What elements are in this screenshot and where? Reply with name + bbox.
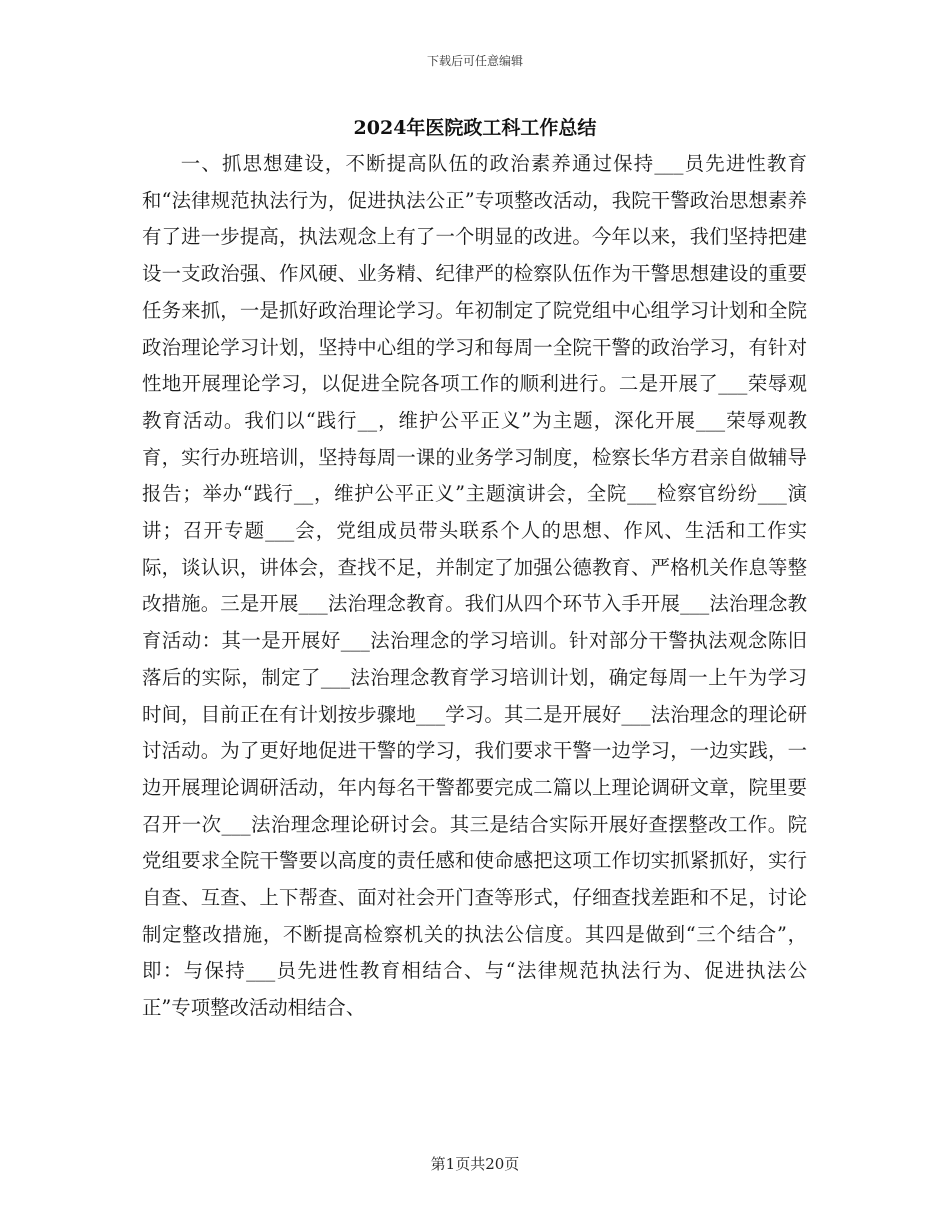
header-note: 下载后可任意编辑: [426, 54, 523, 68]
document-body: [142, 146, 807, 1027]
page-number: 第1页共20页: [430, 1155, 520, 1173]
body-paragraph: 一、抓思想建设，不断提高队伍的政治素养通过保持___员先进性教育和“法律规范执法行为，促进执法公正”专项整改活动，我院干警政治思想素养有了进一步提高，执法观念上有了一个明显的改进。今年以来，我们坚持把建设一支政治强、作风硬、业务精、纪律严的检察队伍作为干警思想建设的重要任务来抓，一是抓好政治理论学习。年初制定了院党组中心组学习计划和全院政治理论学习计划，坚持中心组的学习和每周一全院干警的政治学习，有针对性地开展理论学习，以促进全院各项工作的顺利进行。二是开展了___荣辱观教育活动。我们以“践行__，维护公平正义”为主题，深化开展___荣辱观教育，实行办班培训，坚持每周一课的业务学习制度，检察长华方君亲自做辅导报告；举办“践行__，维护公平正义”主题演讲会，全院___检察官纷纷___演讲；召开专题___会，党组成员带头联系个人的思想、作风、生活和工作实际，谈认识，讲体会，查找不足，并制定了加强公德教育、严格机关作息等整改措施。三是开展___法治理念教育。我们从四个环节入手开展___法治理念教育活动：其一是开展好___法治理念的学习培训。针对部分干警执法观念陈旧落后的实际，制定了___法治理念教育学习培训计划，确定每周一上午为学习时间，目前正在有计划按步骤地___学习。其二是开展好___法治理念的理论研讨活动。为了更好地促进干警的学习，我们要求干警一边学习，一边实践，一边开展理论调研活动，年内每名干警都要完成二篇以上理论调研文章，院里要召开一次___法治理念理论研讨会。其三是结合实际开展好查摆整改工作。院党组要求全院干警要以高度的责任感和使命感把这项工作切实抓紧抓好，实行自查、互查、上下帮查、面对社会开门查等形式，仔细查找差距和不足，讨论制定整改措施，不断提高检察机关的执法公信度。其四是做到“三个结合”，即：与保持___员先进性教育相结合、与“法律规范执法行为、促进执法公正”专项整改活动相结合、: [142, 152, 807, 1020]
document-title: 2024年医院政工科工作总结: [353, 117, 597, 139]
